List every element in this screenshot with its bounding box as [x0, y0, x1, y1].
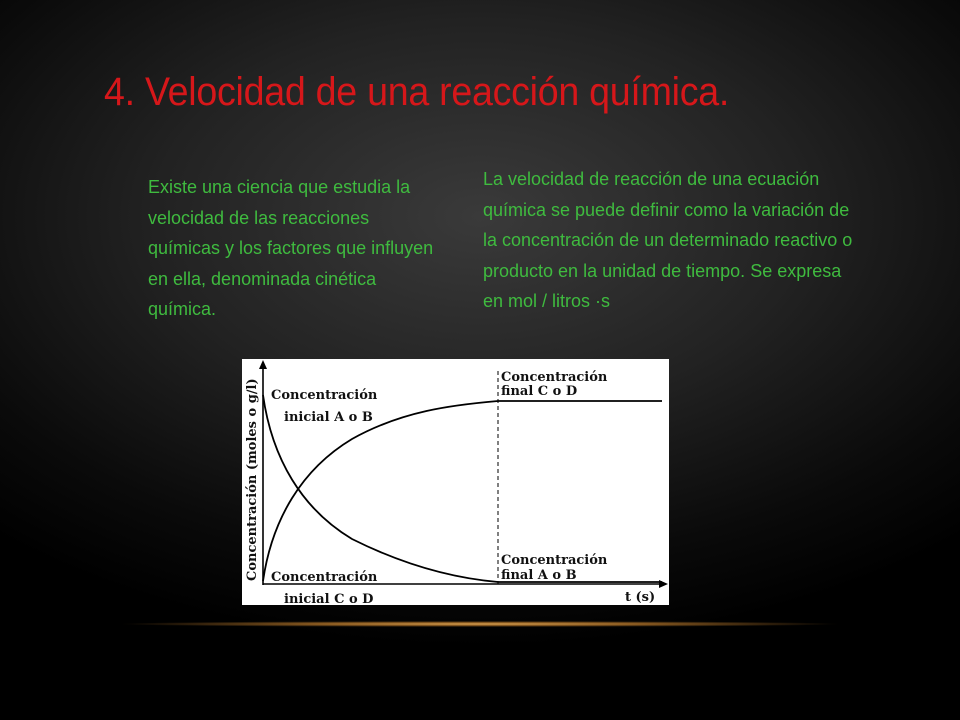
label-final-ab-2: final A o B [501, 568, 577, 583]
y-axis-label: Concentración (moles o g/l) [245, 378, 260, 581]
label-initial-cd-1: Concentración [271, 570, 378, 585]
left-paragraph: Existe una ciencia que estudia la velocidad de las reacciones químicas y los factores que influyen en ella, denominada cinética química. [148, 177, 434, 319]
y-axis-arrow [259, 360, 267, 369]
label-initial-cd-2: inicial C o D [284, 592, 374, 605]
bottom-accent-line [0, 620, 960, 628]
label-final-cd-1: Concentración [501, 370, 608, 385]
label-final-ab-1: Concentración [501, 553, 608, 568]
right-paragraph: La velocidad de reacción de una ecuación química se puede definir como la variación de la concentración de un determinado reactivo o producto en la unidad de tiempo. Se expresa en mol / litros ·s [483, 169, 853, 311]
label-initial-ab-2: inicial A o B [284, 410, 373, 425]
concentration-time-figure [242, 359, 669, 605]
figure-svg [242, 359, 669, 605]
x-axis-label: t (s) [625, 590, 656, 605]
label-initial-ab-1: Concentración [271, 388, 378, 403]
slide-title: 4. Velocidad de una reacción química. [104, 70, 730, 114]
label-final-cd-2: final C o D [501, 384, 578, 399]
